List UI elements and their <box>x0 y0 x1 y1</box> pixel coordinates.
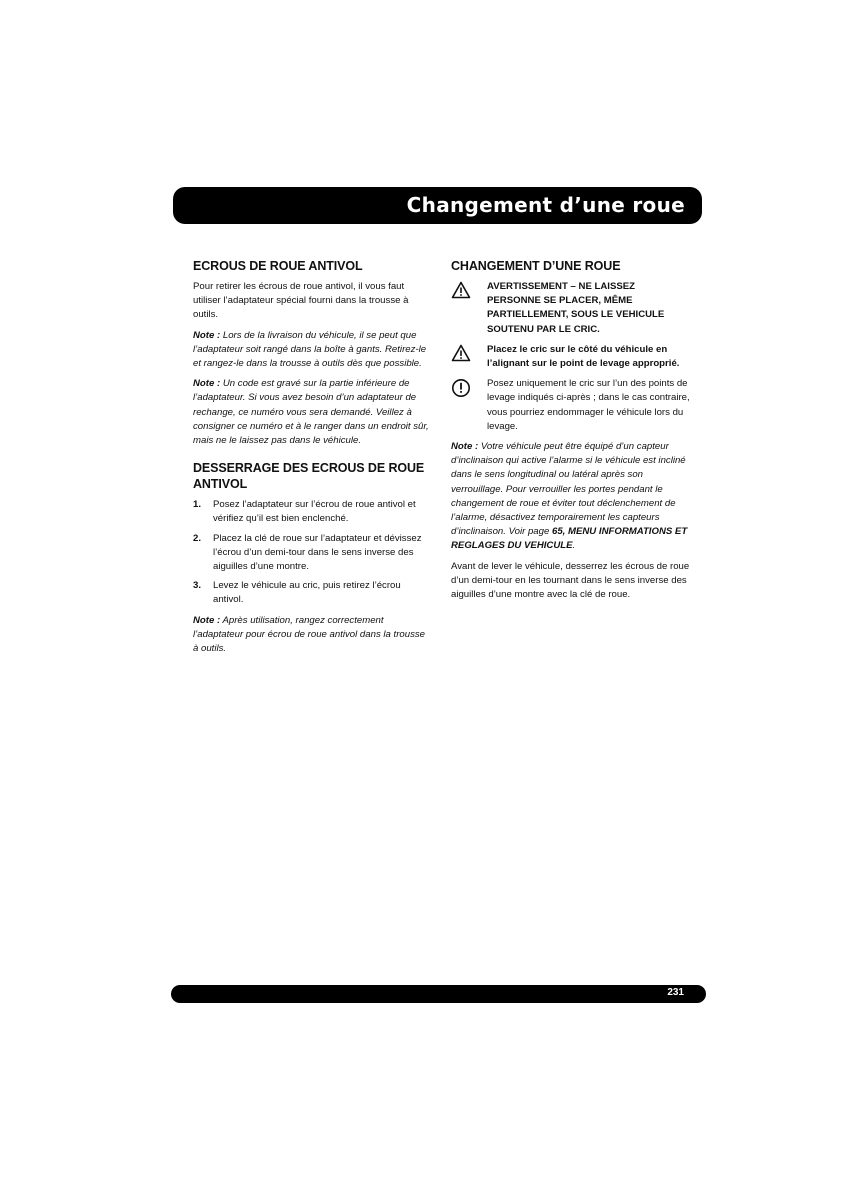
warning-block <box>451 343 691 371</box>
caution-circle-icon <box>451 377 487 403</box>
note-text: Votre véhicule peut être équipé d’un capteur d’inclinaison qui active l’alarme si le véhicule est incliné dans le sens longitudinal ou latéral après son verrouillage. Pour verrouiller les portes pendant le changement de roue et éviter tout déclenchement de l’alarme, désactivez temporairement les capteurs d’inclinaison. Voir page <box>451 441 686 538</box>
step-text: Levez le véhicule au cric, puis retirez l’écrou antivol. <box>213 580 401 606</box>
warning-text: AVERTISSEMENT – NE LAISSEZ PERSONNE SE PLACER, MÊME PARTIELLEMENT, SOUS LE VEHICULE SOUTENU PAR LE CRIC. <box>487 281 665 335</box>
warning-triangle-icon <box>451 343 487 367</box>
note-after-use <box>193 614 431 657</box>
final-paragraph: Avant de lever le véhicule, desserrez les écrous de roue d’un demi-tour en les tournant dans le sens inverse des aiguilles d’une montre avec la clé de roue. <box>451 560 690 601</box>
note-label: Note : <box>193 329 221 341</box>
left-column <box>193 258 431 662</box>
page-number: 231 <box>667 987 684 998</box>
page-title: Changement d’une roue <box>406 193 685 217</box>
note-adapter-storage <box>193 329 431 372</box>
page-reference-link[interactable]: 65, MENU INFORMATIONS ET REGLAGES DU VEHICULE <box>451 526 688 552</box>
note-text: Un code est gravé sur la partie inférieure de l’adaptateur. Si vous avez besoin d’un adaptateur de rechange, ce numéro vous sera demandé. Veillez à consigner ce numéro et à le ranger dans un endroit sûr, mais ne le laissez pas dans le véhicule. <box>193 378 429 447</box>
step-text: Posez l’adaptateur sur l’écrou de roue antivol et vérifiez qu’il est bien enclenché. <box>213 499 416 525</box>
step-text: Placez la clé de roue sur l’adaptateur et dévissez l’écrou d’un demi-tour dans le sens inverse des aiguilles d’une montre. <box>213 532 422 573</box>
caution-text: Posez uniquement le cric sur l’un des points de levage indiqués ci-après ; dans le cas contraire, vous pourriez endommager le véhicule lors du levage. <box>487 378 690 432</box>
note-label: Note : <box>193 378 221 390</box>
section-title-wheel-change: CHANGEMENT D’UNE ROUE <box>451 259 621 273</box>
note-text: Lors de la livraison du véhicule, il se peut que l’adaptateur soit rangé dans la boîte à gants. Retirez-le et rangez-le dans la trousse à outils dès que possible. <box>193 329 427 370</box>
intro-paragraph: Pour retirer les écrous de roue antivol, il vous faut utiliser l’adaptateur spécial fourni dans la trousse à outils. <box>193 281 409 321</box>
step-number: 3. <box>193 580 202 592</box>
right-column <box>451 258 691 608</box>
warning-triangle-icon <box>451 280 487 304</box>
list-item <box>193 498 431 526</box>
warning-block <box>451 280 691 337</box>
note-text: Après utilisation, rangez correctement l’adaptateur pour écrou de roue antivol dans la trousse à outils. <box>193 614 425 655</box>
steps-list <box>193 498 431 607</box>
caution-block <box>451 377 691 434</box>
note-label: Note : <box>451 441 479 453</box>
step-number: 2. <box>193 532 202 544</box>
note-tilt-sensor <box>451 440 691 554</box>
note-label: Note : <box>193 614 221 626</box>
footer-bar <box>171 985 706 1003</box>
step-number: 1. <box>193 499 202 511</box>
section-title-antitheft-nuts: ECROUS DE ROUE ANTIVOL <box>193 259 363 273</box>
note-end: . <box>572 540 576 552</box>
warning-text: Placez le cric sur le côté du véhicule en l’alignant sur le point de levage approprié. <box>487 343 680 370</box>
section-title-loosening: DESSERRAGE DES ECROUS DE ROUE ANTIVOL <box>193 461 425 492</box>
header-bar <box>173 187 702 224</box>
list-item <box>193 579 431 607</box>
note-adapter-code <box>193 377 431 448</box>
list-item <box>193 532 431 575</box>
